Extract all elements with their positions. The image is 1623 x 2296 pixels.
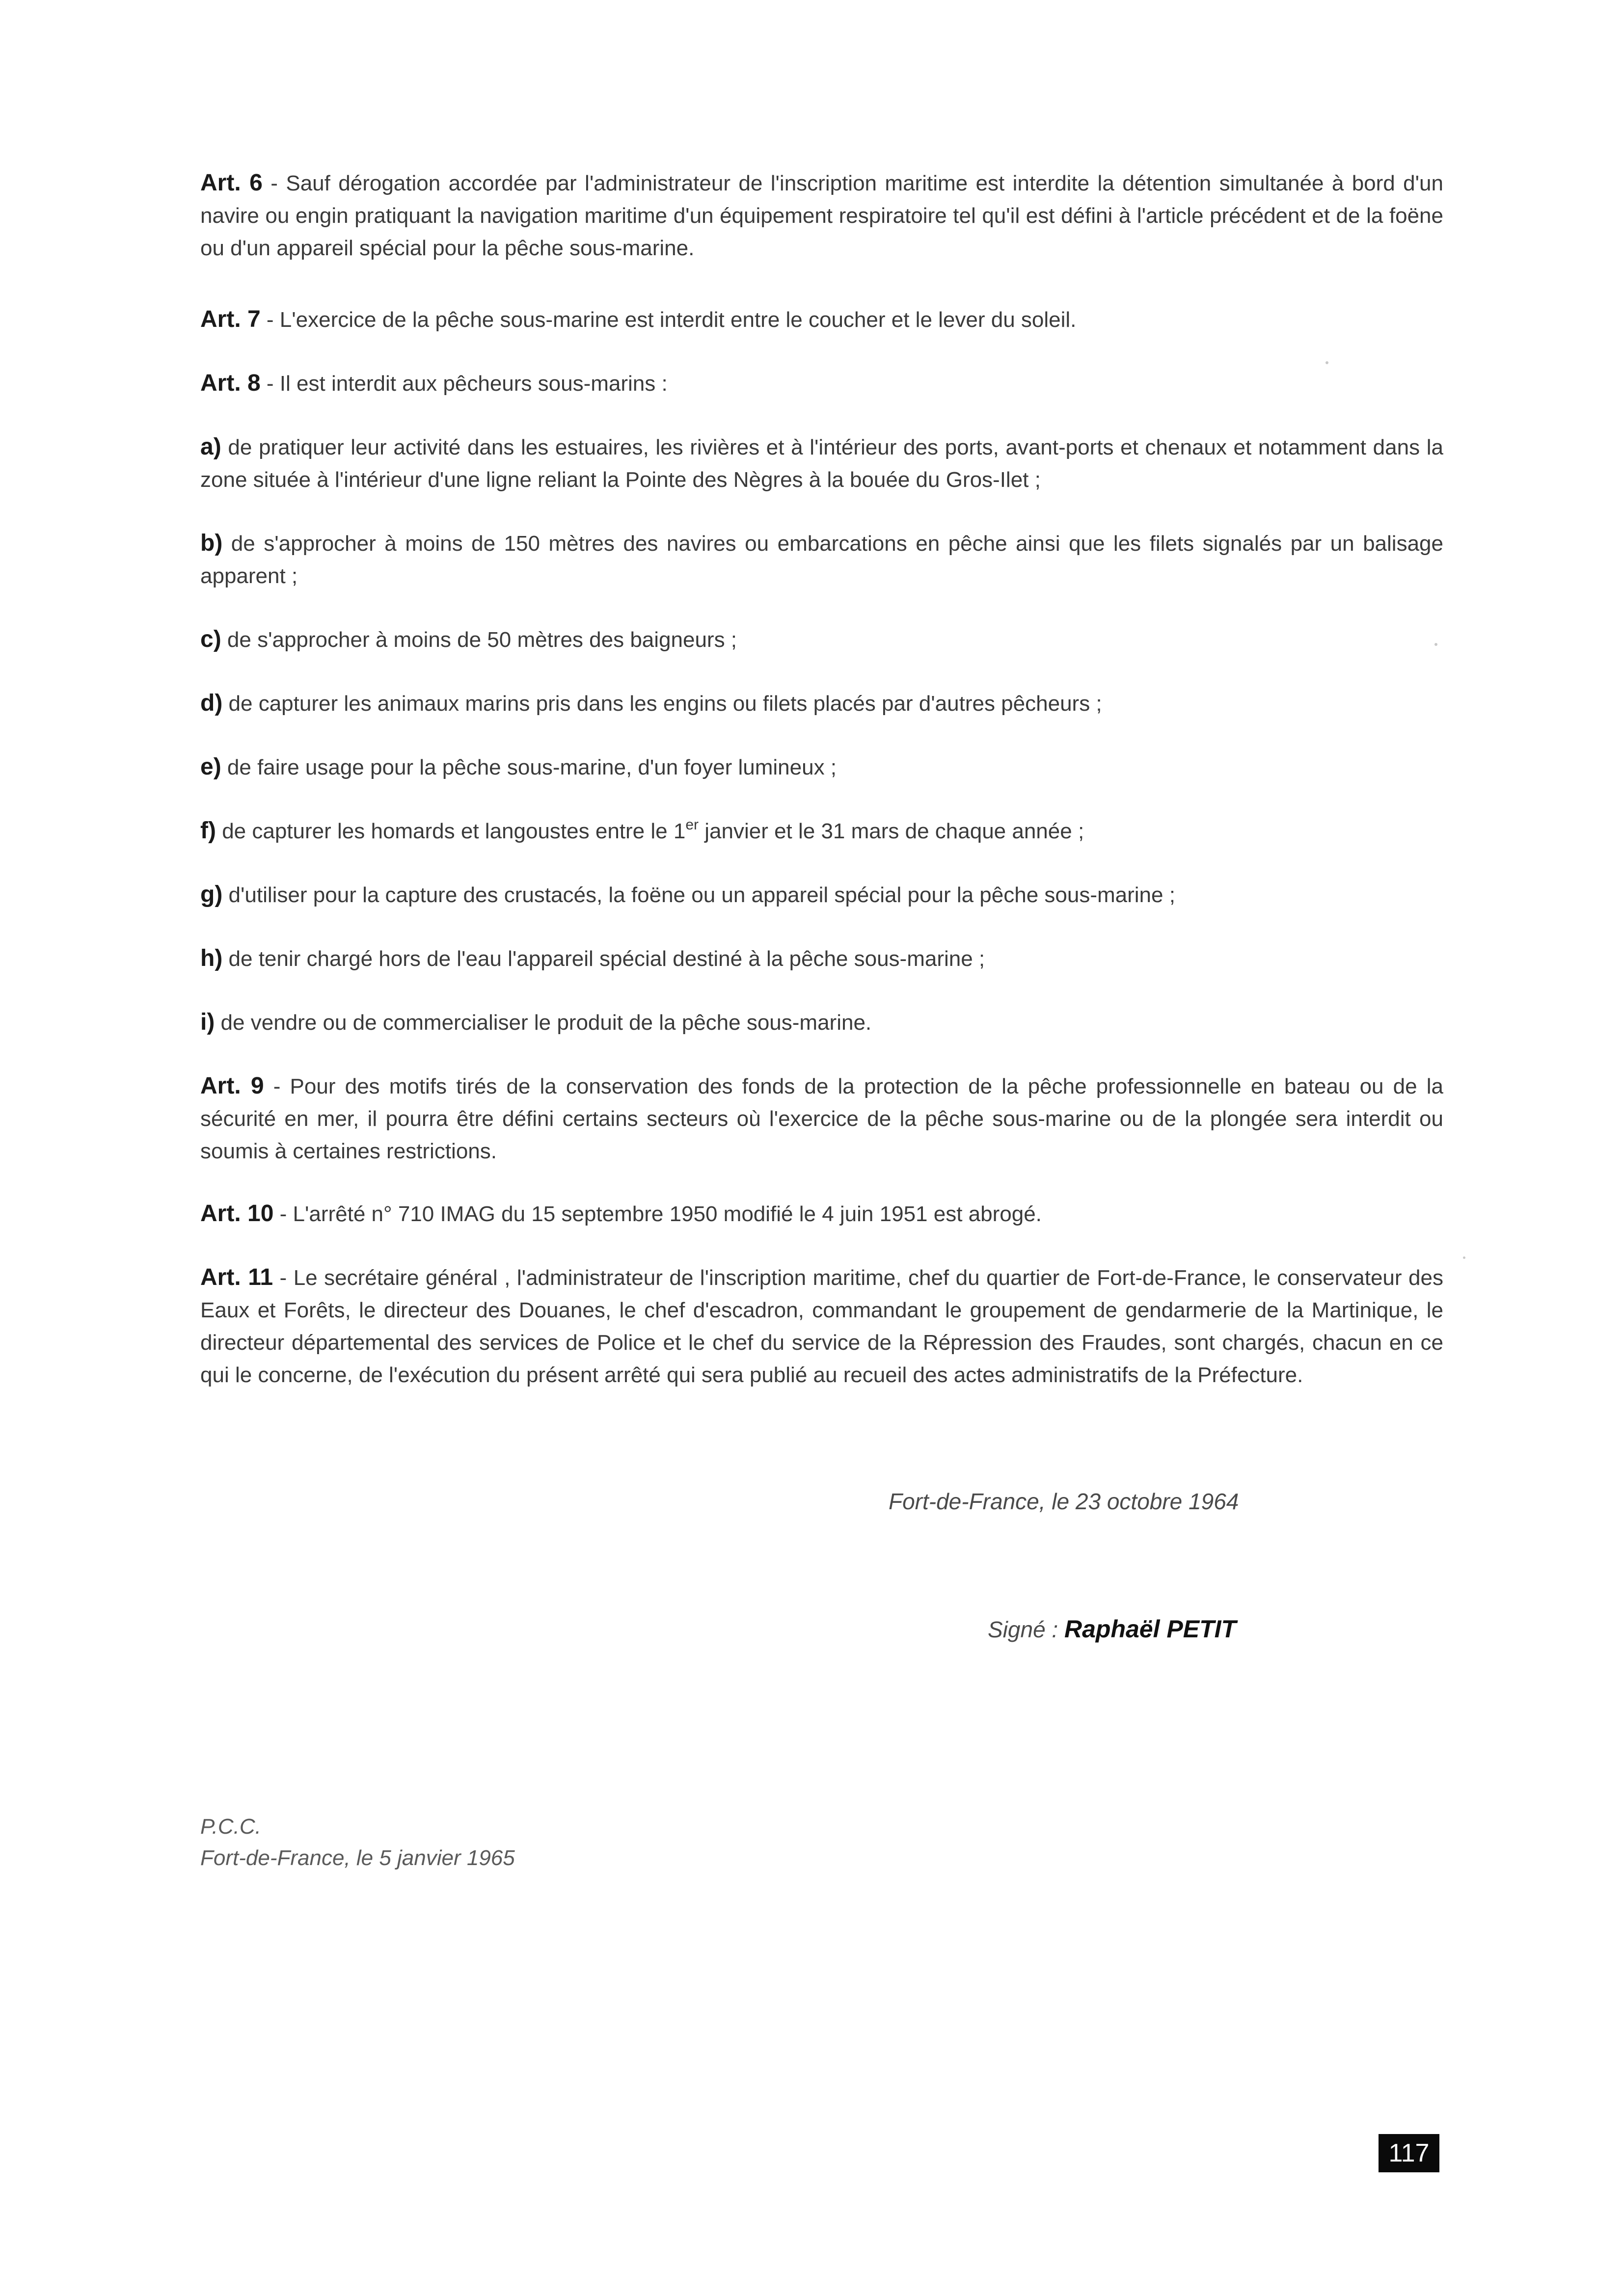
article-11-label: Art. 11 xyxy=(200,1264,273,1290)
item-letter: b) xyxy=(200,530,223,556)
item-text-before: de capturer les homards et langoustes entre le 1 xyxy=(216,819,686,843)
article-8-text: - Il est interdit aux pêcheurs sous-marins : xyxy=(260,372,668,396)
article-10 xyxy=(200,1198,1443,1230)
article-8-item-c xyxy=(200,623,1443,656)
certification-line-1: P.C.C. xyxy=(200,1815,261,1839)
item-letter: h) xyxy=(200,945,223,971)
scan-speck xyxy=(1434,643,1437,646)
article-7-label: Art. 7 xyxy=(200,306,261,332)
page-number: 117 xyxy=(1379,2134,1439,2172)
article-8 xyxy=(200,367,1443,400)
item-letter: f) xyxy=(200,818,216,844)
item-letter: a) xyxy=(200,434,221,460)
scan-speck xyxy=(1325,361,1328,364)
article-6-label: Art. 6 xyxy=(200,170,263,196)
scan-speck xyxy=(1463,1256,1465,1259)
article-8-item-g xyxy=(200,879,1443,911)
signature-line xyxy=(988,1615,1236,1643)
item-letter: e) xyxy=(200,754,221,780)
article-8-item-d xyxy=(200,687,1443,720)
item-text-after: janvier et le 31 mars de chaque année ; xyxy=(699,819,1084,843)
signed-label: Signé : xyxy=(988,1617,1064,1642)
item-text: de tenir chargé hors de l'eau l'appareil spécial destiné à la pêche sous-marine ; xyxy=(222,947,985,971)
article-8-item-f xyxy=(200,815,1443,848)
signatory-name: Raphaël PETIT xyxy=(1064,1615,1237,1643)
certification-line-2: Fort-de-France, le 5 janvier 1965 xyxy=(200,1846,515,1870)
superscript: er xyxy=(685,817,699,833)
item-letter: i) xyxy=(200,1009,215,1035)
article-7 xyxy=(200,303,1443,336)
item-text: d'utiliser pour la capture des crustacés, la foëne ou un appareil spécial pour la pêche sous-marine ; xyxy=(222,883,1175,907)
article-8-item-b xyxy=(200,527,1443,592)
item-text: de vendre ou de commercialiser le produit de la pêche sous-marine. xyxy=(215,1011,872,1035)
place-and-date: Fort-de-France, le 23 octobre 1964 xyxy=(889,1489,1239,1514)
article-6-text: - Sauf dérogation accordée par l'administrateur de l'inscription maritime est interdite la détention simultanée à bord d'un navire ou engin pratiquant la navigation maritime d'un équipement respiratoire tel qu'il est défini à l'article précédent et de la foëne ou d'un appareil spécial pour la pêche sous-marine. xyxy=(200,171,1443,260)
certification-block xyxy=(200,1811,515,1874)
item-text: de s'approcher à moins de 150 mètres des navires ou embarcations en pêche ainsi que les filets signalés par un balisage apparent ; xyxy=(200,532,1443,588)
article-8-item-i xyxy=(200,1006,1443,1039)
article-7-text: - L'exercice de la pêche sous-marine est interdit entre le coucher et le lever du soleil. xyxy=(260,308,1077,332)
article-9 xyxy=(200,1070,1443,1168)
item-text: de capturer les animaux marins pris dans les engins ou filets placés par d'autres pêcheurs ; xyxy=(222,692,1102,716)
article-8-label: Art. 8 xyxy=(200,370,261,396)
article-8-item-a xyxy=(200,431,1443,496)
item-text: de faire usage pour la pêche sous-marine, d'un foyer lumineux ; xyxy=(221,755,837,779)
item-letter: d) xyxy=(200,690,223,716)
article-6 xyxy=(200,167,1443,265)
item-letter: g) xyxy=(200,881,223,908)
article-8-item-e xyxy=(200,751,1443,784)
article-11 xyxy=(200,1261,1443,1391)
item-letter: c) xyxy=(200,626,221,652)
article-8-item-h xyxy=(200,942,1443,975)
article-9-text: - Pour des motifs tirés de la conservation des fonds de la protection de la pêche professionnelle en bateau ou de la sécurité en mer, il pourra être défini certains secteurs où l'exercice de la pêche sous-marine ou de la plongée sera interdit ou soumis à certaines restrictions. xyxy=(200,1074,1443,1163)
article-10-text: - L'arrêté n° 710 IMAG du 15 septembre 1950 modifié le 4 juin 1951 est abrogé. xyxy=(273,1202,1042,1226)
item-text: de s'approcher à moins de 50 mètres des baigneurs ; xyxy=(221,628,737,652)
article-9-label: Art. 9 xyxy=(200,1073,264,1099)
article-11-text: - Le secrétaire général , l'administrateur de l'inscription maritime, chef du quartier de Fort-de-France, le conservateur des Eaux et Forêts, le directeur des Douanes, le chef d'escadron, commandant le groupement de gendarmerie de la Martinique, le directeur départemental des services de Police et le chef du service de la Répression des Fraudes, sont chargés, chacun en ce qui le concerne, de l'exécution du présent arrêté qui sera publié au recueil des actes administratifs de la Préfecture. xyxy=(200,1266,1443,1387)
article-10-label: Art. 10 xyxy=(200,1201,274,1227)
item-text: de pratiquer leur activité dans les estuaires, les rivières et à l'intérieur des ports, avant-ports et chenaux et notamment dans la zone située à l'intérieur d'une ligne reliant la Pointe des Nègres à la bouée du Gros-Ilet ; xyxy=(200,435,1443,492)
